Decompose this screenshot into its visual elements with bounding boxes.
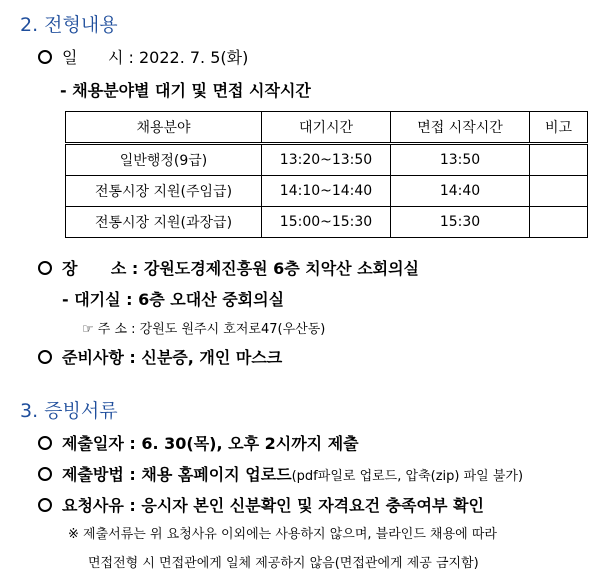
table-header: 대기시간 (262, 112, 391, 144)
date-line: 일 시 : 2022. 7. 5(화) (62, 48, 249, 67)
bullet-circle-icon (38, 436, 52, 450)
table-header: 면접 시작시간 (391, 112, 530, 144)
prep-item (38, 345, 282, 368)
place-line: 장 소 : 강원도경제진흥원 6층 치악산 소회의실 (62, 259, 420, 278)
table-cell: 전통시장 지원(주임급) (66, 176, 262, 207)
table-cell: 전통시장 지원(과장급) (66, 207, 262, 238)
bullet-circle-icon (38, 498, 52, 512)
section3-title: 3. 증빙서류 (20, 400, 118, 422)
table-cell (530, 207, 588, 238)
table-cell: 14:10~14:40 (262, 176, 391, 207)
table-row (66, 144, 588, 176)
prep-line: 준비사항 : 신분증, 개인 마스크 (62, 348, 283, 367)
table-cell: 15:30 (391, 207, 530, 238)
table-cell: 14:40 (391, 176, 530, 207)
place-item (38, 256, 419, 279)
address-line: ☞ 주 소 : 강원도 원주시 호저로47(우산동) (82, 322, 326, 337)
table-cell: 13:20~13:50 (262, 144, 391, 176)
table-header-row (66, 112, 588, 144)
bullet-circle-icon (38, 467, 52, 481)
table-header: 비고 (530, 112, 588, 144)
section2-title: 2. 전형내용 (20, 14, 118, 36)
table-cell (530, 176, 588, 207)
deadline-line: 제출일자 : 6. 30(목), 오후 2시까지 제출 (62, 434, 359, 453)
table-row (66, 207, 588, 238)
reason-item (38, 493, 484, 516)
table-row (66, 176, 588, 207)
waiting-room-line: - 대기실 : 6층 오대산 중회의실 (62, 290, 285, 309)
notice-line-1: ※ 제출서류는 위 요청사유 이외에는 사용하지 않으며, 블라인드 채용에 따라 (68, 527, 497, 542)
schedule-subheading: - 채용분야별 대기 및 면접 시작시간 (60, 81, 311, 100)
method-note: (pdf파일로 업로드, 압축(zip) 파일 불가) (291, 469, 524, 484)
reason-line: 요청사유 : 응시자 본인 신분확인 및 자격요건 충족여부 확인 (62, 496, 484, 515)
method-label: 제출방법 : 채용 홈페이지 업로드 (62, 465, 292, 484)
notice-line-2: 면접전형 시 면접관에게 일체 제공하지 않음(면접관에게 제공 금지함) (88, 556, 479, 571)
method-item (38, 462, 523, 485)
bullet-circle-icon (38, 50, 52, 64)
bullet-circle-icon (38, 261, 52, 275)
date-item (38, 45, 248, 68)
table-cell (530, 144, 588, 176)
table-header: 채용분야 (66, 112, 262, 144)
bullet-circle-icon (38, 350, 52, 364)
table-cell: 15:00~15:30 (262, 207, 391, 238)
deadline-item (38, 431, 359, 454)
table-cell: 일반행정(9급) (66, 144, 262, 176)
table-cell: 13:50 (391, 144, 530, 176)
schedule-table (65, 111, 588, 238)
